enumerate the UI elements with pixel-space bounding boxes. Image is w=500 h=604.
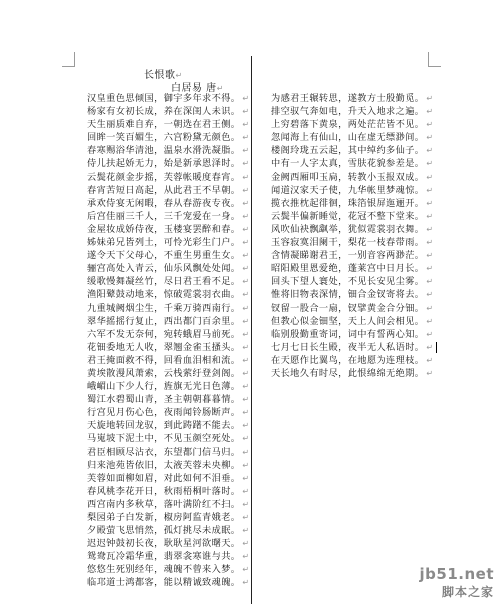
poem-line-text: 回头下望人寰处，不见长安见尘雾。: [271, 276, 425, 288]
poem-line-text: 天生丽质难自弃，一朝选在君王侧。: [87, 119, 241, 131]
poem-line[interactable]: [87, 393, 250, 406]
poem-line[interactable]: [87, 511, 250, 524]
paragraph-mark: ↵: [242, 224, 250, 234]
watermark-name: 脚本之家: [441, 585, 494, 599]
poem-line[interactable]: [87, 328, 250, 341]
paragraph-mark: ↵: [242, 421, 250, 431]
poem-line[interactable]: [87, 249, 250, 262]
paragraph-mark: ↵: [242, 146, 250, 156]
poem-line-text: 九重城阙烟尘生，千乘万骑西南行。: [87, 302, 241, 314]
poem-line[interactable]: [271, 171, 434, 184]
poem-line-text: 玉容寂寞泪阑干，梨花一枝春带雨。: [271, 237, 425, 249]
watermark-site: jb51.net: [419, 565, 494, 583]
paragraph-mark: ↵: [426, 146, 434, 156]
paragraph-mark: ↵: [242, 290, 250, 300]
paragraph-mark: ↵: [242, 486, 250, 496]
poem-line[interactable]: [87, 459, 250, 472]
paragraph-mark: ↵: [242, 159, 250, 169]
poem-line[interactable]: [87, 223, 250, 236]
paragraph-mark: ↵: [242, 185, 250, 195]
poem-line[interactable]: [271, 118, 434, 131]
paragraph-mark: ↵: [242, 382, 250, 392]
paragraph-mark: ↵: [426, 198, 434, 208]
poem-line[interactable]: [271, 249, 434, 262]
poem-line-text: 君臣相顾尽沾衣，东望都门信马归。: [87, 446, 241, 458]
paragraph-mark: ↵: [242, 513, 250, 522]
poem-line[interactable]: [87, 419, 250, 432]
paragraph-mark: ↵: [242, 264, 250, 274]
poem-line[interactable]: [87, 367, 250, 380]
poem-line[interactable]: [271, 315, 434, 328]
paragraph-mark: ↵: [426, 107, 434, 117]
poem-line[interactable]: [87, 406, 250, 419]
poem-line-text: 中有一人字太真，雪肤花貌参差是。: [271, 158, 425, 170]
poem-line[interactable]: [87, 472, 250, 485]
paragraph-mark: ↵: [242, 552, 250, 562]
poem-line[interactable]: [87, 144, 250, 157]
poem-line[interactable]: [87, 275, 250, 288]
poem-line-text: 翠华摇摇行复止，西出都门百余里。: [87, 315, 241, 327]
paragraph-mark: ↵: [216, 84, 224, 93]
poem-line[interactable]: [87, 550, 250, 563]
poem-line-text: 在天愿作比翼鸟，在地愿为连理枝。: [271, 354, 425, 366]
poem-line-text: 杨家有女初长成，养在深闺人未识。: [87, 106, 241, 118]
poem-line-text: 归来池苑皆依旧，太液芙蓉未央柳。: [87, 459, 241, 471]
text-cursor: [436, 342, 437, 353]
poem-line-text: 为感君王辗转思，遂教方士殷勤觅。: [271, 93, 425, 104]
paragraph-mark: ↵: [426, 303, 434, 313]
poem-line[interactable]: [87, 92, 250, 105]
poem-line[interactable]: [87, 485, 250, 498]
poem-line-text: 临别殷勤重寄词，词中有誓两心知。: [271, 328, 425, 340]
paragraph-mark: ↵: [426, 120, 434, 130]
poem-line[interactable]: [271, 131, 434, 144]
paragraph-mark: ↵: [242, 329, 250, 339]
margin-corner-top-left: [62, 52, 75, 67]
poem-line-text: 七月七日长生殿，夜半无人私语时。: [271, 341, 425, 353]
poem-line-text: 峨嵋山下少人行，旌旗无光日色薄。: [87, 381, 241, 393]
paragraph-mark: ↵: [426, 172, 434, 182]
paragraph-mark: ↵: [426, 159, 434, 169]
poem-line-text: 含情凝睇谢君王，一别音容两渺茫。: [271, 250, 425, 262]
paragraph-mark: ↵: [242, 303, 250, 313]
paragraph-mark: ↵: [242, 526, 250, 536]
paragraph-mark: ↵: [426, 342, 434, 352]
poem-line[interactable]: [271, 144, 434, 157]
paragraph-mark: ↵: [175, 71, 183, 80]
paragraph-mark: ↵: [426, 224, 434, 234]
paragraph-mark: ↵: [426, 368, 434, 378]
poem-line-text: 临邛道士鸿都客，能以精诚致魂魄。: [87, 577, 241, 589]
paragraph-mark: ↵: [242, 198, 250, 208]
poem-line[interactable]: [87, 288, 250, 301]
poem-line[interactable]: [87, 302, 250, 315]
paragraph-mark: ↵: [426, 277, 434, 287]
poem-line[interactable]: [271, 275, 434, 288]
paragraph-mark: ↵: [242, 355, 250, 365]
paragraph-mark: ↵: [426, 238, 434, 248]
poem-line-text: 鸳鸯瓦冷霜华重，翡翠衾寒谁与共。: [87, 551, 241, 563]
paragraph-mark: ↵: [426, 251, 434, 261]
paragraph-mark: ↵: [426, 185, 434, 195]
poem-line-text: 蜀江水碧蜀山青，圣主朝朝暮暮情。: [87, 394, 241, 406]
poem-line[interactable]: [271, 197, 434, 210]
poem-line[interactable]: [87, 184, 250, 197]
poem-line-text: 回眸一笑百媚生，六宫粉黛无颜色。: [87, 132, 241, 144]
paragraph-mark: ↵: [242, 408, 250, 418]
poem-line-text: 金阙西厢叩玉扃，转教小玉报双成。: [271, 171, 425, 183]
paragraph-mark: ↵: [242, 395, 250, 405]
paragraph-mark: ↵: [242, 434, 250, 444]
paragraph-mark: ↵: [242, 251, 250, 261]
poem-line-text: 骊宫高处入青云，仙乐风飘处处闻。: [87, 263, 241, 275]
poem-line-text: 闻道汉家天子使，九华帐里梦魂惊。: [271, 184, 425, 196]
poem-line[interactable]: [87, 131, 250, 144]
paragraph-mark: ↵: [242, 133, 250, 143]
poem-line[interactable]: [87, 498, 250, 511]
poem-line-text: 侍儿扶起娇无力，始是新承恩泽时。: [87, 158, 241, 170]
paragraph-mark: ↵: [242, 578, 250, 588]
poem-line[interactable]: [271, 262, 434, 275]
poem-line-text: 天长地久有时尽，此恨绵绵无绝期。: [271, 367, 425, 379]
poem-line[interactable]: [87, 171, 250, 184]
poem-line-text: 缓歌慢舞凝丝竹，尽日君王看不足。: [87, 276, 241, 288]
poem-line[interactable]: [87, 157, 250, 170]
poem-line-text: 承欢侍宴无闲暇，春从春游夜专夜。: [87, 197, 241, 209]
paragraph-mark: ↵: [426, 133, 434, 143]
paragraph-mark: ↵: [242, 238, 250, 248]
poem-line[interactable]: [271, 157, 434, 170]
paragraph-mark: ↵: [242, 342, 250, 352]
poem-line-text: 昭阳殿里恩爱绝，蓬莱宫中日月长。: [271, 263, 425, 275]
poem-line-text: 春寒赐浴华清池，温泉水滑洗凝脂。: [87, 145, 241, 157]
poem-line[interactable]: [87, 210, 250, 223]
paragraph-mark: ↵: [242, 565, 250, 575]
poem-line-text: 渔阳鼙鼓动地来，惊破霓裳羽衣曲。: [87, 289, 241, 301]
poem-line-text: 但教心似金钿坚，天上人间会相见。: [271, 315, 425, 327]
poem-line[interactable]: [87, 537, 250, 550]
text-column-left[interactable]: [87, 92, 250, 590]
poem-line[interactable]: [271, 288, 434, 301]
paragraph-mark: ↵: [242, 107, 250, 117]
poem-title-text: 长恨歌: [144, 70, 176, 81]
poem-line[interactable]: [87, 446, 250, 459]
paragraph-mark: ↵: [242, 499, 250, 509]
poem-line-text: 姊妹弟兄皆列土，可怜光彩生门户。: [87, 237, 241, 249]
paragraph-mark: ↵: [242, 211, 250, 221]
column-separator: [251, 56, 252, 604]
poem-line-text: 夕殿萤飞思悄然，孤灯挑尽未成眠。: [87, 525, 241, 537]
poem-line[interactable]: [87, 432, 250, 445]
poem-line[interactable]: [87, 236, 250, 249]
paragraph-mark: ↵: [426, 316, 434, 326]
poem-line-text: 黄埃散漫风萧索，云栈萦纡登剑阁。: [87, 367, 241, 379]
poem-line[interactable]: [271, 210, 434, 223]
poem-line[interactable]: [271, 302, 434, 315]
poem-line-text: 风吹仙袂飘飖举，犹似霓裳羽衣舞。: [271, 223, 425, 235]
poem-line-text: 行宫见月伤心色，夜雨闻铃肠断声。: [87, 407, 241, 419]
poem-line[interactable]: [271, 184, 434, 197]
poem-line-text: 春风桃李花开日，秋雨梧桐叶落时。: [87, 485, 241, 497]
poem-line[interactable]: [271, 367, 434, 380]
paragraph-mark: ↵: [242, 120, 250, 130]
poem-line[interactable]: [271, 354, 434, 367]
poem-line-text: 云鬓花颜金步摇，芙蓉帐暖度春宵。: [87, 171, 241, 183]
poem-line-text: 梨园弟子白发新，椒房阿监青娥老。: [87, 512, 241, 523]
paragraph-mark: ↵: [426, 355, 434, 365]
poem-line-text: 后宫佳丽三千人，三千宠爱在一身。: [87, 210, 241, 222]
poem-line-text: 汉皇重色思倾国，御宇多年求不得。: [87, 93, 241, 104]
paragraph-mark: ↵: [242, 316, 250, 326]
poem-line-text: 悠悠生死别经年，魂魄不曾来入梦。: [87, 564, 241, 576]
poem-line[interactable]: [271, 105, 434, 118]
margin-corner-top-right: [428, 52, 441, 67]
poem-line[interactable]: [87, 576, 250, 589]
paragraph-mark: ↵: [426, 94, 434, 103]
paragraph-mark: ↵: [242, 277, 250, 287]
poem-line-text: 花钿委地无人收，翠翘金雀玉搔头。: [87, 341, 241, 353]
poem-line-text: 上穷碧落下黄泉，两处茫茫皆不见。: [271, 119, 425, 131]
poem-line[interactable]: [271, 341, 434, 354]
poem-line-text: 金屋妆成娇侍夜，玉楼宴罢醉和春。: [87, 223, 241, 235]
paragraph-mark: ↵: [242, 460, 250, 470]
poem-line-text: 马嵬坡下泥土中，不见玉颜空死处。: [87, 433, 241, 445]
paragraph-mark: ↵: [426, 290, 434, 300]
poem-line[interactable]: [87, 354, 250, 367]
site-watermark: [420, 565, 494, 600]
paragraph-mark: ↵: [426, 211, 434, 221]
poem-author-text: 白居易 唐: [171, 83, 217, 94]
poem-line-text: 云鬓半偏新睡觉，花冠不整下堂来。: [271, 210, 425, 222]
poem-line[interactable]: [87, 524, 250, 537]
poem-line[interactable]: [87, 262, 250, 275]
paragraph-mark: ↵: [242, 172, 250, 182]
paragraph-mark: ↵: [426, 329, 434, 339]
poem-line-text: 迟迟钟鼓初长夜，耿耿星河欲曙天。: [87, 538, 241, 550]
poem-line-text: 排空驭气奔如电，升天入地求之遍。: [271, 106, 425, 118]
paragraph-mark: ↵: [242, 368, 250, 378]
poem-line-text: 春宵苦短日高起，从此君王不早朝。: [87, 184, 241, 196]
poem-line-text: 天旋地转回龙驭，到此踌躇不能去。: [87, 420, 241, 432]
poem-line-text: 芙蓉如面柳如眉，对此如何不泪垂。: [87, 472, 241, 484]
poem-line[interactable]: [271, 236, 434, 249]
poem-line[interactable]: [87, 118, 250, 131]
poem-line[interactable]: [271, 328, 434, 341]
poem-line[interactable]: [271, 223, 434, 236]
poem-line[interactable]: [87, 380, 250, 393]
poem-line-text: 钗留一股合一扇，钗擘黄金合分钿。: [271, 302, 425, 314]
paragraph-mark: ↵: [242, 94, 250, 103]
paragraph-mark: ↵: [242, 539, 250, 549]
poem-line[interactable]: [87, 315, 250, 328]
poem-line[interactable]: [271, 92, 434, 105]
poem-line[interactable]: [87, 105, 250, 118]
poem-line-text: 惟将旧物表深情，钿合金钗寄将去。: [271, 289, 425, 301]
poem-line-text: 遂令天下父母心，不重生男重生女。: [87, 250, 241, 262]
poem-line[interactable]: [87, 563, 250, 576]
poem-line-text: 西宫南内多秋草，落叶满阶红不扫。: [87, 498, 241, 510]
poem-line[interactable]: [87, 341, 250, 354]
paragraph-mark: ↵: [242, 473, 250, 483]
poem-line-text: 楼阁玲珑五云起，其中绰约多仙子。: [271, 145, 425, 157]
poem-line-text: 揽衣推枕起徘徊，珠箔银屏迤逦开。: [271, 197, 425, 209]
poem-line-text: 君王掩面救不得，回看血泪相和流。: [87, 354, 241, 366]
text-column-right[interactable]: [271, 92, 434, 380]
paragraph-mark: ↵: [426, 264, 434, 274]
poem-line-text: 忽闻海上有仙山，山在虚无缥渺间。: [271, 132, 425, 144]
poem-line[interactable]: [87, 197, 250, 210]
paragraph-mark: ↵: [242, 447, 250, 457]
poem-line-text: 六军不发无奈何，宛转蛾眉马前死。: [87, 328, 241, 340]
